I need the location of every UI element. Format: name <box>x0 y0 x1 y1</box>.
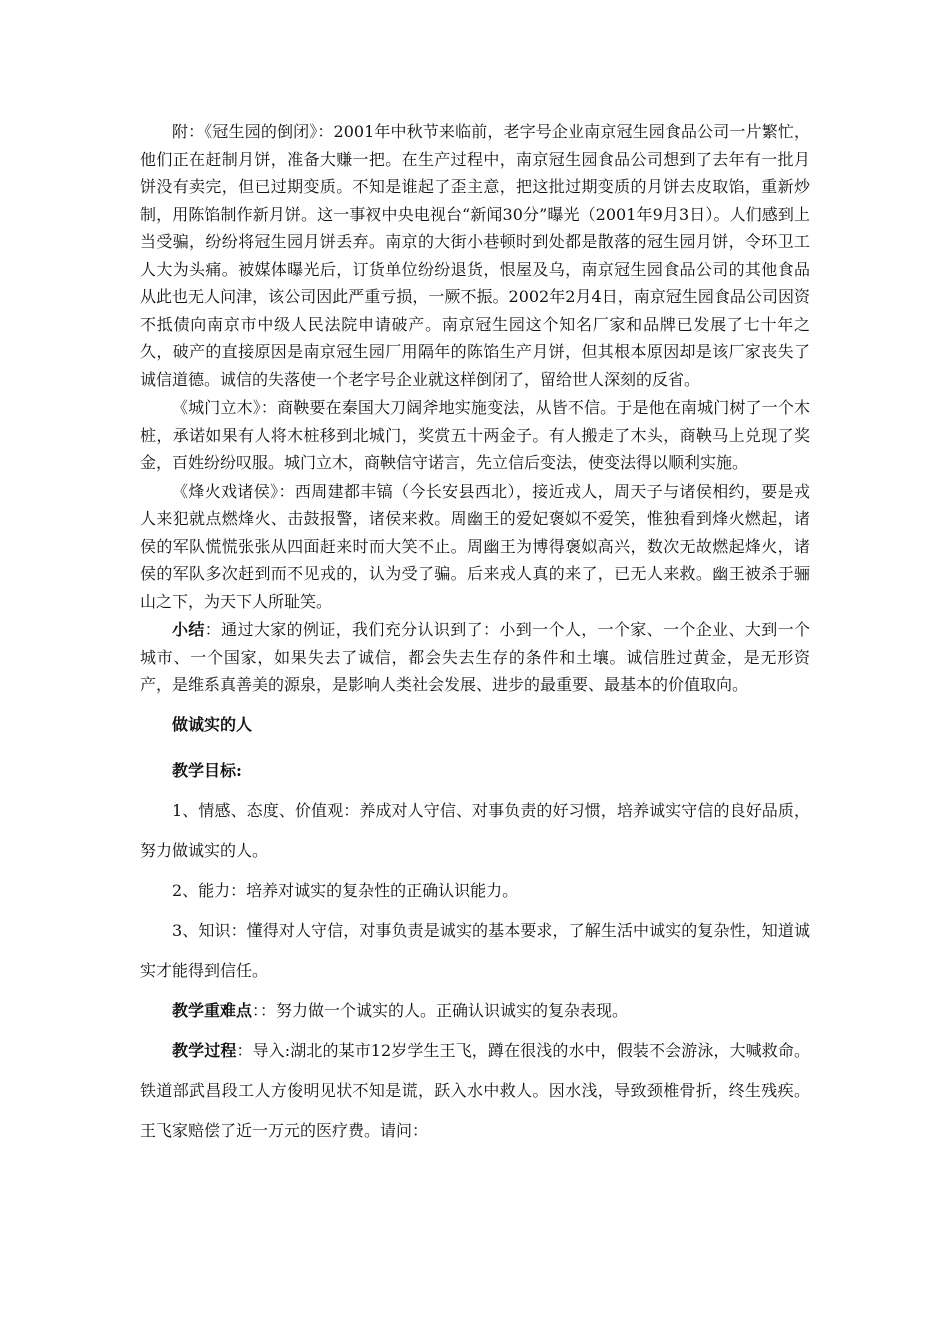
goal-item-2: 2、能力：培养对诚实的复杂性的正确认识能力。 <box>172 880 519 900</box>
summary-text: ：通过大家的例证，我们充分认识到了：小到一个人，一个家、一个企业、大到一个城市、一个国家，如果失去了诚信，都会失去生存的条件和土壤。诚信胜过黄金，是无形资产，是维系真善美的源泉，是影响人类社会发展、进步的最重要、最基本的价值取向。 <box>140 620 810 694</box>
lesson-plan-section <box>140 705 810 1151</box>
goal-item-3: 3、知识：懂得对人守信，对事负责是诚实的基本要求，了解生活中诚实的复杂性，知道诚实才能得到信任。 <box>140 920 810 980</box>
case-chengmenlimu-paragraph: 《城门立木》：商鞅要在秦国大刀阔斧地实施变法，从皆不信。于是他在南城门树了一个木桩，承诺如果有人将木桩移到北城门，奖赏五十两金子。有人搬走了木头，商鞅马上兑现了奖金，百姓纷纷叹服。城门立木，商鞅信守诺言，先立信后变法，使变法得以顺利实施。 <box>140 398 810 472</box>
goal-item-1: 1、情感、态度、价值观：养成对人守信、对事负责的好习惯，培养诚实守信的良好品质，努力做诚实的人。 <box>140 800 810 860</box>
key-points-text: ：：努力做一个诚实的人。正确认识诚实的复杂表现。 <box>252 1000 629 1020</box>
teaching-process-paragraph <box>140 1031 810 1151</box>
teaching-process-text: ：导入:湖北的某市12岁学生王飞，蹲在很浅的水中，假装不会游泳，大喊救命。铁道部武昌段工人方俊明见状不知是谎，跃入水中救人。因水浅，导致颈椎骨折，终生残疾。王飞家赔偿了近一万元的医疗费。请问： <box>140 1040 810 1140</box>
case-studies-section <box>140 118 810 699</box>
lesson-title: 做诚实的人 <box>172 714 253 734</box>
summary-paragraph <box>140 616 810 699</box>
key-points-paragraph <box>140 991 810 1031</box>
case-guanshengyuan-paragraph: 附：《冠生园的倒闭》：2001年中秋节来临前，老字号企业南京冠生园食品公司一片繁忙，他们正在赶制月饼，准备大赚一把。在生产过程中，南京冠生园食品公司想到了去年有一批月饼没有卖完，但已过期变质。不知是谁起了歪主意，把这批过期变质的月饼去皮取馅，重新炒制，用陈馅制作新月饼。这一事衩中央电视台“新闻30分”曝光（2001年9月3日）。人们感到上当受骗，纷纷将冠生园月饼丢弃。南京的大街小巷顿时到处都是散落的冠生园月饼，令环卫工人大为头痛。被媒体曝光后，订货单位纷纷退货，恨屋及乌，南京冠生园食品公司的其他食品从此也无人问津，该公司因此严重亏损，一厥不振。2002年2月4日，南京冠生园食品公司因资不抵债向南京市中级人民法院申请破产。南京冠生园这个知名厂家和品牌已发展了七十年之久，破产的直接原因是南京冠生园厂用隔年的陈馅生产月饼，但其根本原因却是该厂家丧失了诚信道德。诚信的失落使一个老字号企业就这样倒闭了，留给世人深刻的反省。 <box>140 122 810 389</box>
key-points-label: 教学重难点 <box>172 1000 253 1020</box>
teaching-goals-heading: 教学目标: <box>172 760 242 780</box>
summary-label: 小结 <box>172 620 205 639</box>
teaching-process-label: 教学过程 <box>172 1040 237 1060</box>
document-page <box>140 118 810 1151</box>
case-fenghuo-paragraph: 《烽火戏诸侯》：西周建都丰镐（今长安县西北），接近戎人，周天子与诸侯相约，要是戎人来犯就点燃烽火、击鼓报警，诸侯来救。周幽王的爱妃褒姒不爱笑，惟独看到烽火燃起，诸侯的军队慌慌张张从四面赶来时而大笑不止。周幽王为博得褒姒高兴，数次无故燃起烽火，诸侯的军队多次赶到而不见戎的，认为受了骗。后来戎人真的来了，已无人来救。幽王被杀于骊山之下，为天下人所耻笑。 <box>140 481 810 611</box>
